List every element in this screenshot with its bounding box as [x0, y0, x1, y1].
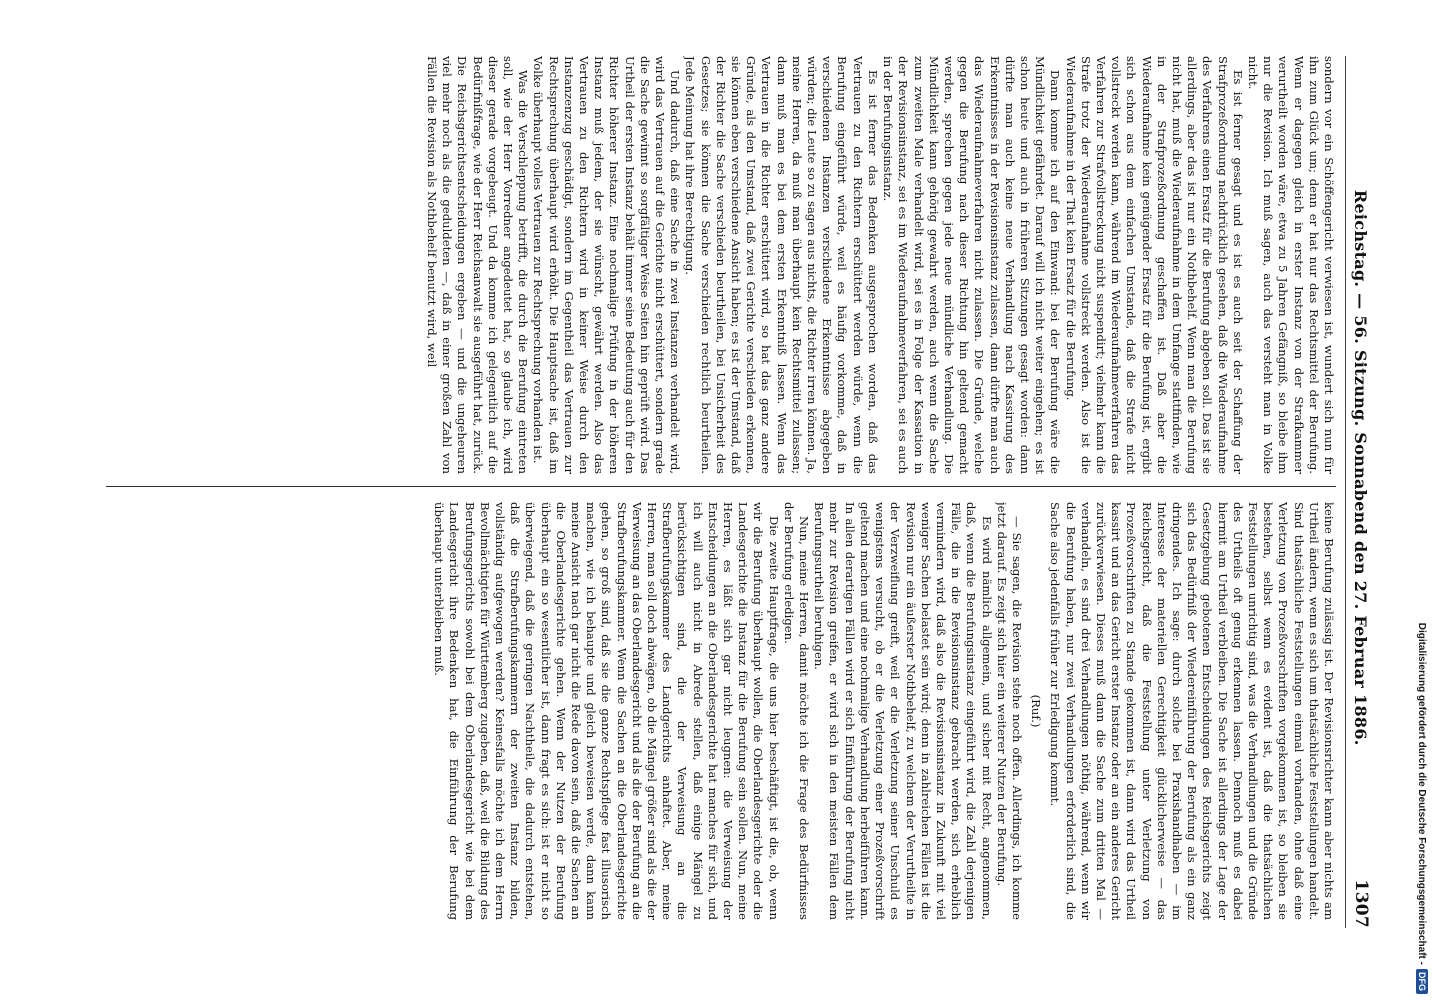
page-title: Reichstag. — 56. Sitzung. Sonnabend den 27. Februar 1886.	[1351, 189, 1371, 746]
dfg-logo: DFG	[1416, 969, 1428, 994]
header-rule	[1345, 56, 1346, 928]
credit-text: Digitalisierung gefördert durch die Deutsche Forschungsgemeinschaft -	[1416, 622, 1428, 965]
text-column-left	[96, 56, 1336, 474]
paragraph: Dann komme ich auf den Einwand: bei der Berufung wäre die Mündlichkeit gefährdet. Darauf will ich nicht weiter eingehen; es ist schon heute und auch in früheren Sitzungen gesagt worden: dann dürfte man auch keine neue Verhandlung nach Kassirung des Erkenntnisses in der Revisionsinstanz zulassen, dann dürfte man auch das Wiederaufnahmeverfahren nicht zulassen. Die Gründe, welche gegen die Berufung nach dieser Richtung hin geltend gemacht werden, sprechen gegen jede neue mündliche Verhandlung. Die Mündlichkeit kann gehörig gewahrt werden, auch wenn die Sache zum zweiten Male verhandelt wird, sei es in Folge der Kassation in der Revisionsinstanz, sei es im Wiederaufnahmeverfahren, sei es auch in der Berufungsinstanz.	[881, 56, 1063, 474]
paragraph: Die zweite Hauptfrage, die uns hier beschäftigt, ist die, ob, wenn wir die Berufung überhaupt wollen, die Oberlandesgerichte oder die Landesgerichte die Instanz für die Berufung sein sollen. Nun, meine Herren, es läßt sich gar nicht leugnen: die Verweisung der Entscheidungen an die Oberlandesgerichte hat manches für sich, und ich will auch nicht in Abrede stellen, daß einige Mängel zu berücksichtigen sind, die der Verweisung an die Strafberufungskammer des Landgerichts anhaftet. Aber, meine Herren, man soll doch abwägen, ob die Mängel größer sind als die der Verweisung an das Oberlandesgericht und als die der Berufung an die Strafberufungskammer. Wenn die Sachen an die Oberlandesgerichte gehen, so groß sind, daß sie die ganze Rechtspflege fast illusorisch machen, wie ich behaupte und gleich beweisen werde, dann kann meine Ansicht nach gar nicht die Rede davon sein, daß die Sachen an die Oberlandesgerichte gehen. Wenn der Nutzen der Berufung überhaupt ein so wesentlicher ist, dann fragt es sich: ist er nicht so überwiegend, daß die geringen Nachtheile, die dadurch entstehen, daß die Strafberufungskammern der zweiten Instanz bilden, vollständig aufgewogen werden? Keinesfalls möchte ich dem Herrn Bevollmächtigten für Württemberg zugeben, daß, weil die Bildung des Berufungsgerichts sowohl bei dem Oberlandesgericht wie bei dem Landesgericht ihre Bedenken hat, die Einführung der Berufung überhaupt unterbleiben muß.	[432, 502, 781, 920]
interjection: (Ruf.)	[1029, 694, 1044, 728]
paragraph: Es ist ferner das Bedenken ausgesprochen worden, daß das Vertrauen zu den Richtern erschüttert werden würde, wenn die Berufung eingeführt würde, weil es häufig vorkomme, daß in verschiedenen Instanzen verschiedene Erkenntnisse abgegeben würden; die Leute so zu sagen aus nichts, die Richter irren können. Ja, meine Herren, da muß man überhaupt kein Rechtsmittel zulassen; dann muß man es bei dem ersten Erkenntniß lassen. Wenn das Vertrauen in die Richter erschüttert wird, so hat das ganz andere Gründe, als den Umstand, daß zwei Gerichte verschieden erkennen, sie können eben verschiedene Ansicht haben; es ist der Umstand, daß der Richter die Sache verschieden beurtheilen, bei Unsicherheit des Gesetzes; sie können die Sache verschieden rechtlich beurtheilen. Jede Meinung hat ihre Berechtigung.	[683, 56, 880, 474]
digitization-credit	[1412, 0, 1432, 1000]
paragraph: — Sie sagen, die Revision stehe noch offen. Allerdings, ich komme jetzt darauf. Es zeigt sich hier ein weiterer Nutzen der Berufung.	[994, 502, 1024, 920]
paragraph: Nun, meine Herren, damit möchte ich die Frage des Bedürfnisses der Berufung erledigen.	[781, 502, 812, 920]
paragraph: keine Berufung zulässig ist. Der Revisionsrichter kann aber nichts am Urtheil ändern, wenn es sich um thatsächliche Feststellungen handelt. Sind thatsächliche Feststellungen einmal vorhanden, ohne daß eine Verletzung von Prozeßvorschriften vorgekommen ist, so bleiben sie bestehen, selbst wenn es evident ist, daß die thatsächlichen Feststellungen unrichtig sind, was die Verhandlungen und die Gründe des Urtheils oft genug erkennen lassen. Dennoch muß es dabei hiermit am Urtheil verbleiben. Die Sache ist allerdings der Lage der Gesetzgebung gebotenen Entscheidungen des Reichsgerichts zeigt sich das Bedürfniß der Wiedereinführung der Berufung als ein ganz dringendes. Ich sage: durch solche bei Praxishandhaben — im Interesse der materiellen Gerechtigkeit glücklicherweise — das Reichsgericht, daß die Feststellung unter Verletzung von Prozeßvorschriften zu Stande gekommen ist, dann wird das Urtheil kassirt und an das Gericht erster Instanz oder an ein anderes Gericht zurückverwiesen. Dieses muß dann die Sache zum dritten Mal — verhandeln, es sind drei Verhandlungen nöthig, während, wenn wir die Berufung haben, nur zwei Verhandlungen erforderlich sind, die Sache also jedenfalls früher zur Erledigung kommt.	[1048, 502, 1336, 920]
paragraph: sondern vor ein Schöffengericht verwiesen ist, wundert sich nun für ihn zum Glück um; denn er hat nur das Rechtsmittel der Berufung. Wenn er dagegen gleich in erster Instanz von der Strafkammer verurtheilt worden wäre, etwa zu 5 Jahren Gefängniß, so bleibe ihm nur die Revision. Ich muß sagen, auch das versteht man in Volke nicht.	[1245, 56, 1336, 474]
paragraph: Und dadurch, daß eine Sache in zwei Instanzen verhandelt wird, wird das Vertrauen auf die Gerichte nicht erschüttert, sondern grade die Sache gewinnt so sorgfältiger Weise Seiten hin geprüft wird. Das Urtheil der ersten Instanz behält immer seine Bedeutung auch für den Richter höherer Instanz. Eine nochmalige Prüfung in der höheren Instanz muß jedem, der sie wünscht, gewährt werden. Also das Vertrauen zu den Richtern wird in keiner Weise durch den Instanzenzug geschädigt, sondern im Gegentheil das Vertrauen zur Rechtsprechung überhaupt wird erhöht. Die Hauptsache ist, daß im Volke überhaupt volles Vertrauen zur Rechtsprechung vorhanden ist.	[531, 56, 683, 474]
text-column-right	[96, 502, 1336, 920]
paragraph: Es ist ferner gesagt und es ist es auch seit der Schaffung der Strafprozeßordnung nachdrücklich gesehen, daß die Wiederaufnahme des Verfahrens einen Ersatz für die Berufung abgeben soll. Das ist sie allerdings, aber das ist nur ein Nothbehelf. Wenn man die Berufung nicht hat, muß die Wiederaufnahme in dem Umfange stattfinden, wie in der Strafprozeßordnung geschaffen ist. Daß aber die Wiederaufnahme kein genügender Ersatz für die Berufung ist, ergibt sich schon aus dem einfachen Umstande, daß die Strafe nicht vollstreckt werden kann, während im Wiederaufnahmeverfahren das Verfahren zur Strafvollstreckung nicht suspendirt; vielmehr kann die Strafe trotz der Wiederaufnahme vollstreckt werden. Also ist die Wiederaufnahme in der That kein Ersatz für die Berufung.	[1063, 56, 1245, 474]
paragraph: Was die Verschleppung betrifft, die durch die Berufung eintreten soll, wie der Herr Vorredner angedeutet hat, so glaube ich, wird dieser gerade vorgebeugt. Und da komme ich gelegentlich auf die Bedürfnißfrage, wie der Herr Reichsanwalt sie ausgeführt hat, zurück. Die Reichsgerichtsentscheidungen ergeben — und die ungeheuren viel mehr noch als die geduldeten —, daß in einer großen Zahl von Fällen die Revision als Nothbehelf benutzt wird, weil	[425, 56, 531, 474]
column-divider	[106, 486, 1336, 487]
page-number: 1307	[1351, 879, 1371, 928]
paragraph: Es wird nämlich allgemein, und sicher mit Recht, angenommen, daß, wenn die Berufungsinstanz eingeführt wird, die Zahl derjenigen Fälle, die in die Revisionsinstanz gebracht werden, sich erheblich vermindern wird, daß also die Revisionsinstanz in Zukunft mit viel weniger Sachen belastet sein wird; denn in zahlreichen Fällen ist die Revision nur ein äußerster Nothbehelf, zu welchem der Verurtheilte in der Verzweiflung greift, weil er die Verletzung seiner Unschuld es wenigstens versucht, ob er die Verletzung einer Prozeßvorschrift geltend machen und eine nochmalige Verhandlung herbeiführen kann. In allen derartigen Fällen wird er sich Einführung der Berufung nicht mehr zur Revision greifen, er wird sich in den meisten Fällen dem Berufungsurtheil beruhigen.	[812, 502, 994, 920]
page-header	[1348, 56, 1374, 928]
